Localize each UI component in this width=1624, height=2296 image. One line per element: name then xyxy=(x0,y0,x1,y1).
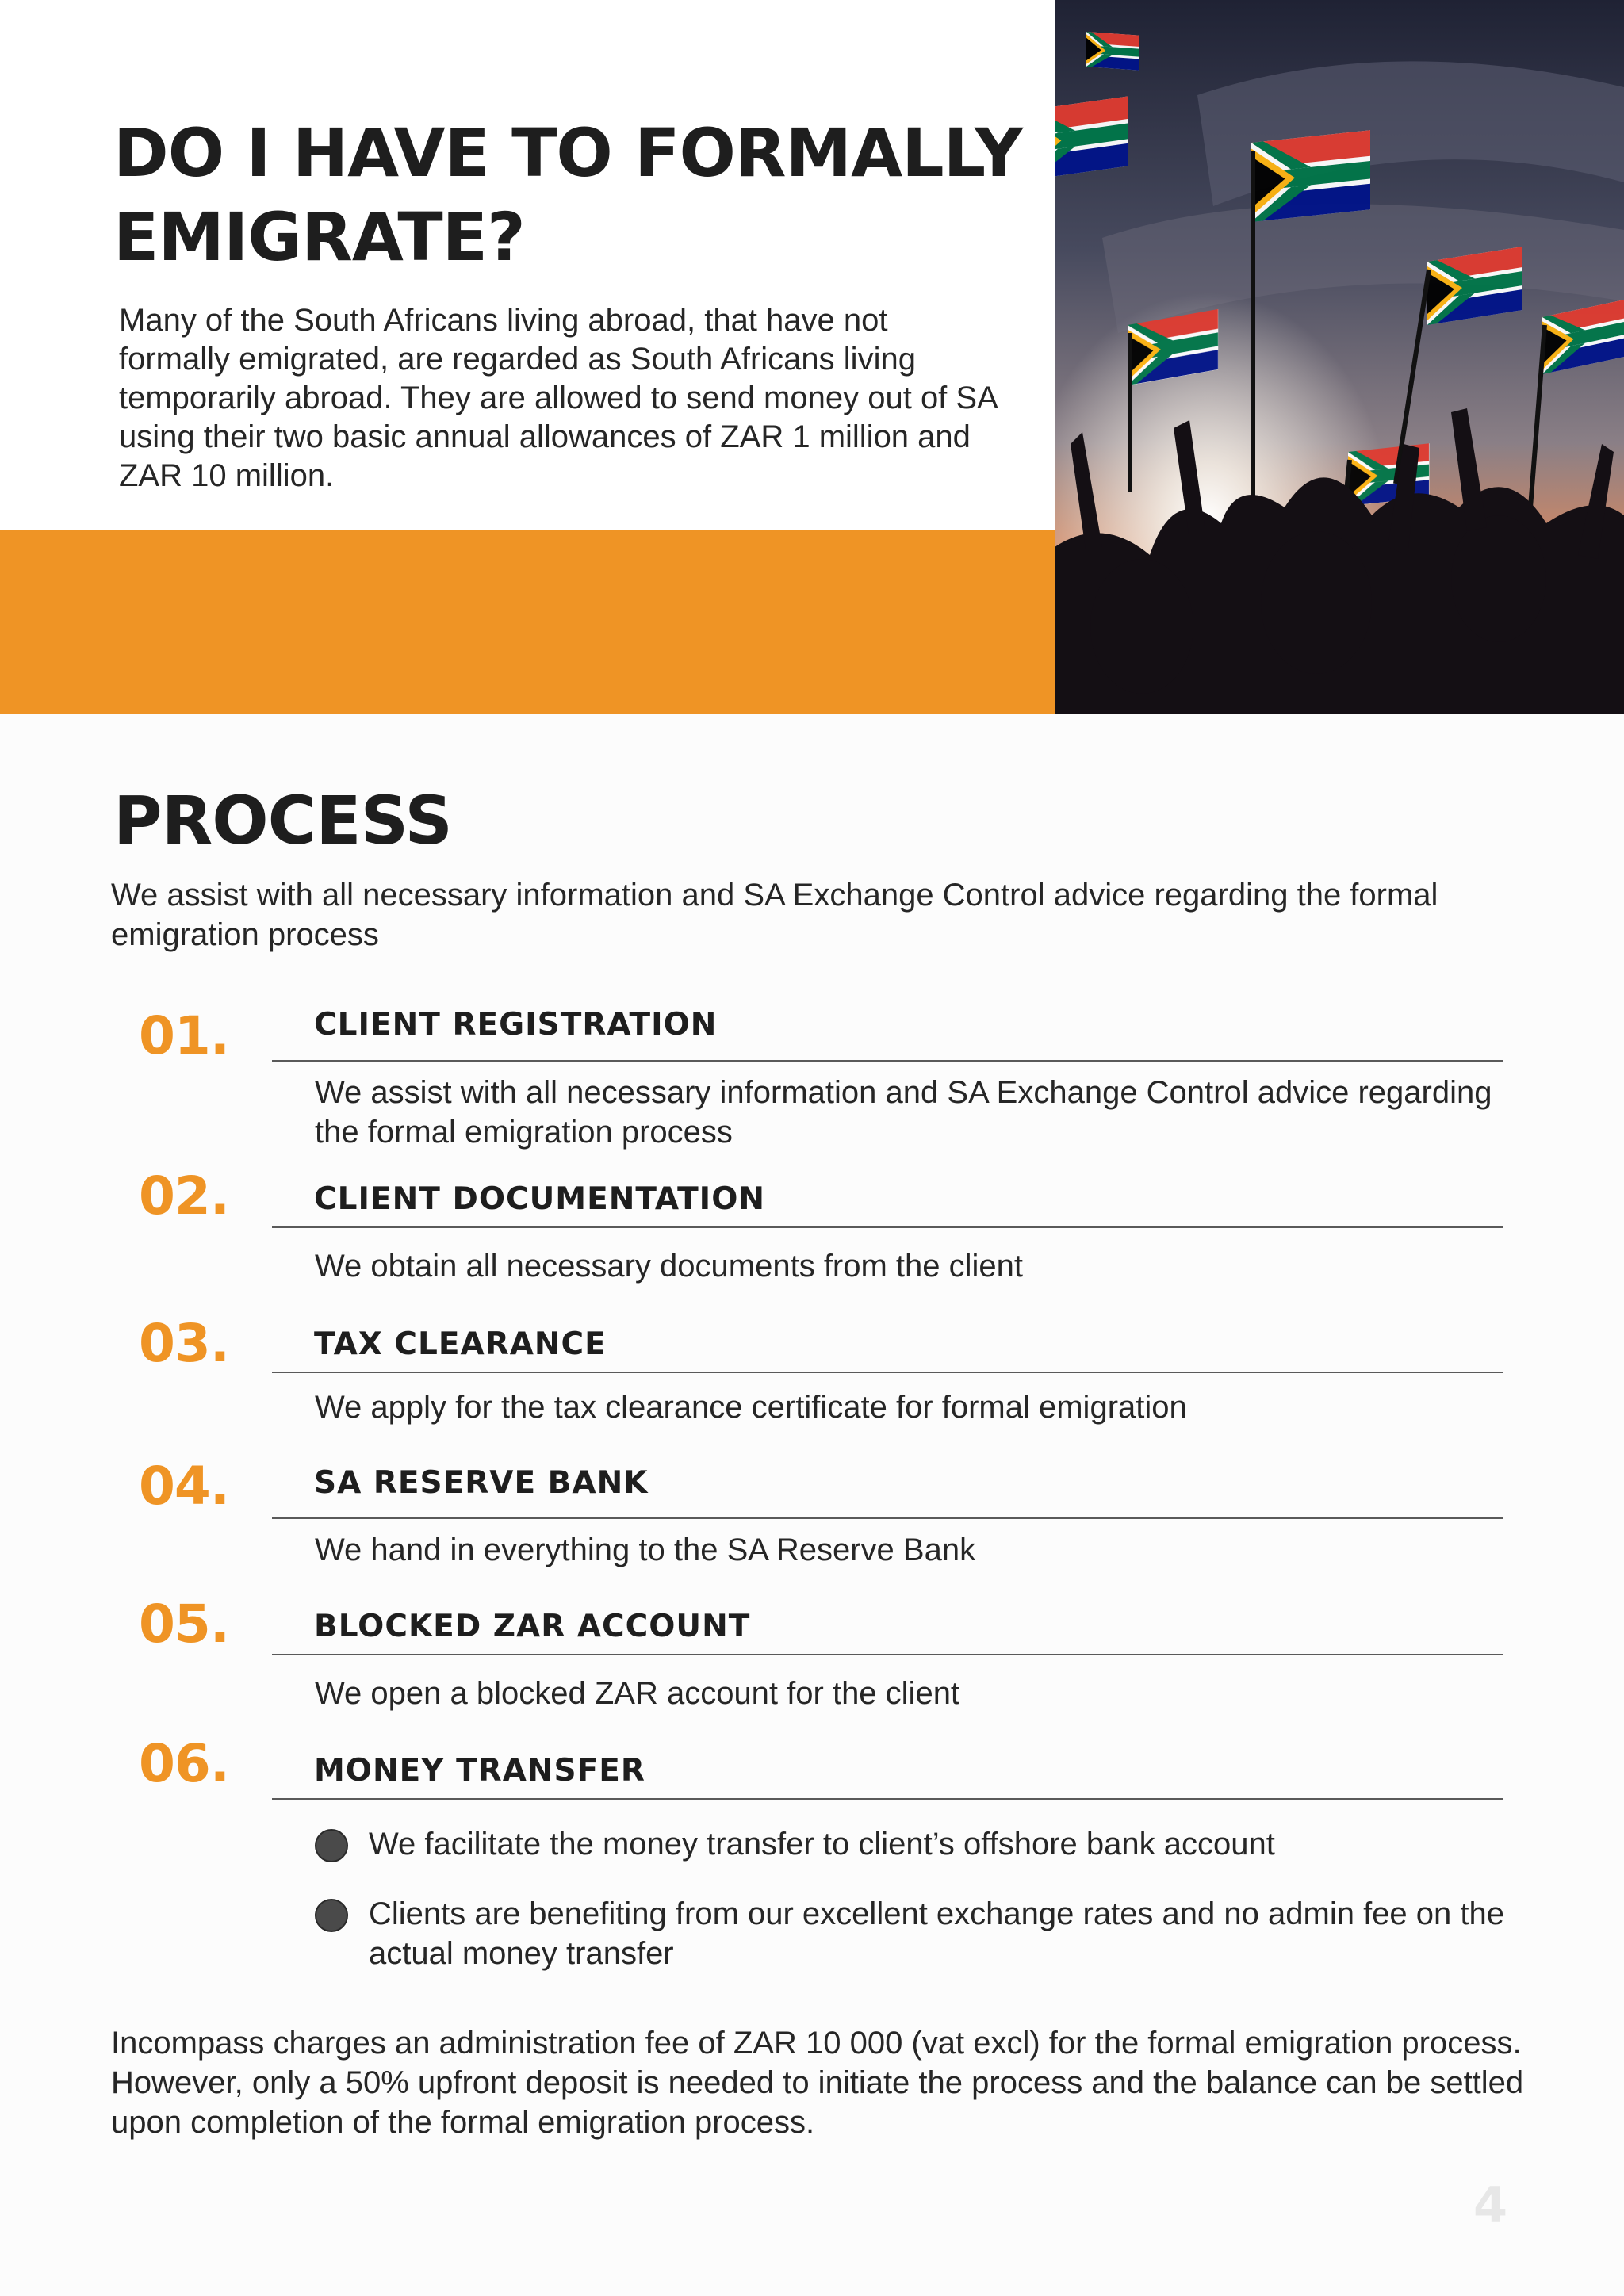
step-title: MONEY TRANSFER xyxy=(314,1753,645,1789)
step-title: CLIENT DOCUMENTATION xyxy=(314,1181,765,1217)
bullet-text: We facilitate the money transfer to client’s offshore bank account xyxy=(369,1827,1275,1862)
step-number: 04. xyxy=(139,1456,229,1517)
intro-paragraph: Many of the South Africans living abroad, that have not formally emigrated, are regarded as South Africans living temporarily abroad. They are allowed to send money out of SA using their two basic annual allowances of ZAR 1 million and ZAR 10 million. xyxy=(119,303,997,493)
step-title: CLIENT REGISTRATION xyxy=(314,1007,718,1043)
intro-heading xyxy=(113,111,1025,279)
bullet-text: Clients are benefiting from our excellent exchange rates and no admin fee on the actual money transfer xyxy=(369,1896,1504,1971)
process-heading: PROCESS xyxy=(113,782,452,859)
step-description: We apply for the tax clearance certificate for formal emigration xyxy=(315,1390,1187,1425)
step-title: TAX CLEARANCE xyxy=(314,1326,607,1362)
step-number: 02. xyxy=(139,1165,229,1226)
intro-heading-line2: EMIGRATE? xyxy=(113,198,525,276)
step-divider xyxy=(272,1226,1503,1228)
step-divider xyxy=(272,1060,1503,1062)
step-divider xyxy=(272,1372,1503,1373)
bullet-dot-icon xyxy=(315,1829,348,1862)
process-intro: We assist with all necessary information and SA Exchange Control advice regarding the formal emigration process xyxy=(111,878,1438,952)
step-description: We open a blocked ZAR account for the client xyxy=(315,1676,960,1711)
bullet-dot-icon xyxy=(315,1899,348,1932)
step-divider xyxy=(272,1517,1503,1519)
step-number: 01. xyxy=(139,1005,229,1066)
orange-accent-band xyxy=(0,530,1055,714)
page-number: 4 xyxy=(1473,2176,1508,2234)
hero-photo-flags xyxy=(1055,0,1624,714)
step-number: 06. xyxy=(139,1733,229,1794)
step-number: 05. xyxy=(139,1594,229,1655)
step-description: We hand in everything to the SA Reserve Bank xyxy=(315,1533,976,1567)
step-title: BLOCKED ZAR ACCOUNT xyxy=(314,1609,751,1644)
intro-heading-line1: DO I HAVE TO FORMALLY xyxy=(113,114,1022,192)
step-description: We obtain all necessary documents from the client xyxy=(315,1249,1024,1284)
step-title: SA RESERVE BANK xyxy=(314,1465,649,1501)
step-number: 03. xyxy=(139,1313,229,1374)
fee-note: Incompass charges an administration fee of ZAR 10 000 (vat excl) for the formal emigration process. However, only a 50% upfront deposit is needed to initiate the process and the balance can be settled upon completion of the formal emigration process. xyxy=(111,2026,1524,2140)
step-divider xyxy=(272,1654,1503,1655)
step-description: We assist with all necessary information and SA Exchange Control advice regarding the formal emigration process xyxy=(315,1075,1492,1150)
step-divider xyxy=(272,1798,1503,1800)
